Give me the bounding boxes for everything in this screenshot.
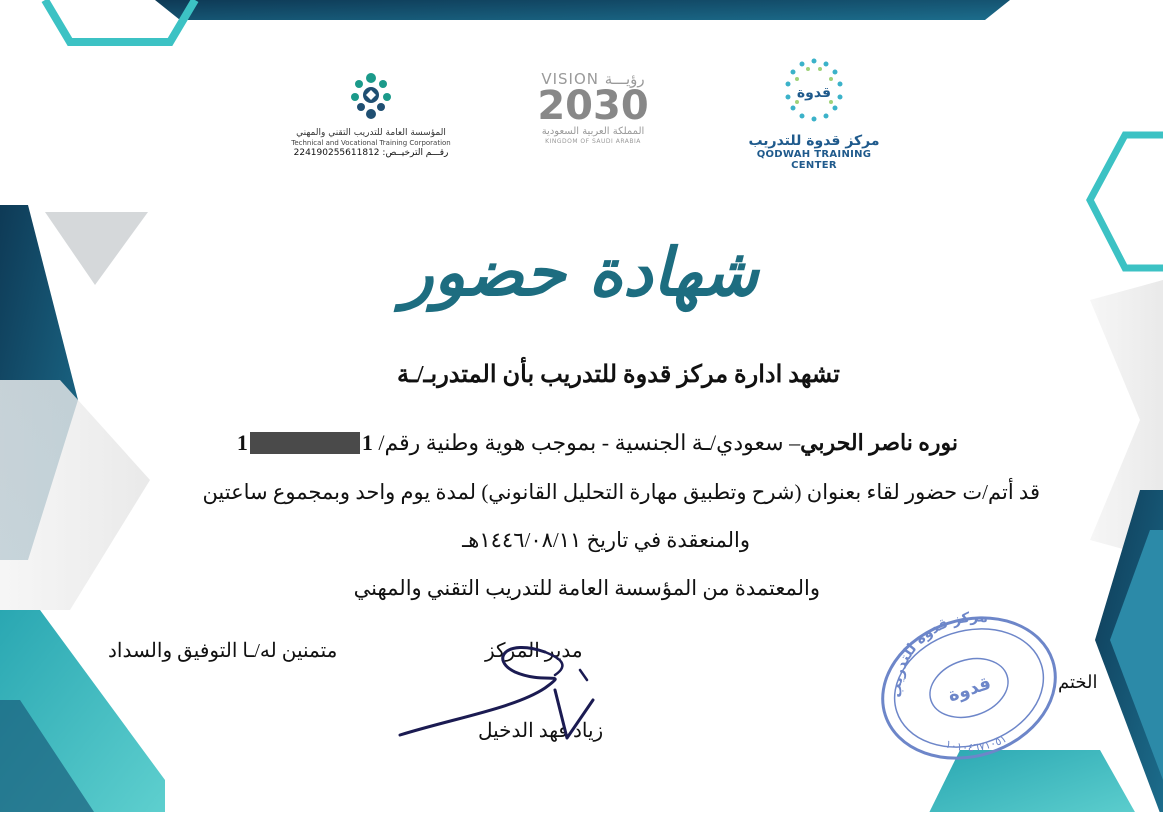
- tvtc-license-number: 224190255611812: [293, 148, 380, 158]
- director-signature: [395, 630, 610, 745]
- date-line: والمنعقدة في تاريخ ١٤٤٦/٠٨/١١هـ: [462, 528, 750, 552]
- redacted-id-box: [250, 432, 360, 454]
- tvtc-license-label: رقـــم الترخيــص:: [382, 148, 449, 158]
- bottom-line: [0, 812, 1163, 821]
- qodwah-name-english: QODWAH TRAINING CENTER: [756, 149, 872, 171]
- official-stamp: [872, 608, 1067, 768]
- accreditation-line: والمعتمدة من المؤسسة العامة للتدريب التقني والمهني: [353, 576, 820, 600]
- tvtc-name-english: Technical and Vocational Training Corporation: [291, 139, 451, 147]
- top-bar-shape: [155, 0, 1010, 20]
- trainee-name: نوره ناصر الحربي: [800, 430, 958, 455]
- qodwah-logo: [736, 55, 892, 171]
- nationality-text: – سعودي/ـة الجنسية - بموجب هوية وطنية رقم/: [378, 430, 801, 455]
- director-name: زياد فهد الدخيل: [478, 720, 604, 742]
- certificate-title: [400, 212, 760, 332]
- tvtc-emblem-icon: [346, 70, 396, 122]
- left-grey-chevron: [0, 380, 150, 610]
- vision-2030-logo: [518, 70, 668, 145]
- id-number-end: 1: [236, 430, 248, 455]
- vision-country-arabic: المملكة العربية السعودية: [541, 126, 645, 137]
- tvtc-license: [276, 148, 466, 159]
- stamp-emblem-text: قدوة: [945, 672, 994, 707]
- left-grey-triangle: [45, 212, 148, 285]
- stamp-center-name: مركز قدوة للتدريب: [889, 609, 989, 698]
- director-title: مدير المركز: [485, 640, 583, 662]
- vision-country-english: KINGDOM OF SAUDI ARABIA: [545, 138, 641, 145]
- trainee-line: [237, 430, 958, 456]
- qodwah-emblem-text: قدوة: [796, 85, 832, 101]
- stamp-label: الختم: [1058, 672, 1098, 692]
- qodwah-emblem-icon: [774, 55, 854, 125]
- vision-year: 2030: [537, 83, 649, 129]
- wish-text: متمنين له/ـا التوفيق والسداد: [108, 640, 338, 662]
- certificate-title-text: شهادة حضور: [401, 233, 759, 311]
- tvtc-logo: [276, 70, 466, 159]
- vision-label-arabic: رؤيـــة: [604, 70, 645, 88]
- qodwah-name-arabic: مركز قدوة للتدريب: [748, 133, 880, 149]
- id-number-start: 1: [361, 430, 373, 455]
- attendance-line: قد أتم/ت حضور لقاء بعنوان (شرح وتطبيق مهارة التحليل القانوني) لمدة يوم واحد وبمجموع ساعتين: [202, 480, 1040, 504]
- certificate-heading: تشهد ادارة مركز قدوة للتدريب بأن المتدربـ/ـة: [396, 362, 840, 388]
- tvtc-name-arabic: المؤسسة العامة للتدريب التقني والمهني: [296, 128, 446, 138]
- stamp-number-text: ١٠١٠٤٦٧١٠٥١: [943, 732, 1009, 755]
- right-hexagon-outline: [1090, 135, 1163, 268]
- vision-label: VISION: [541, 70, 599, 88]
